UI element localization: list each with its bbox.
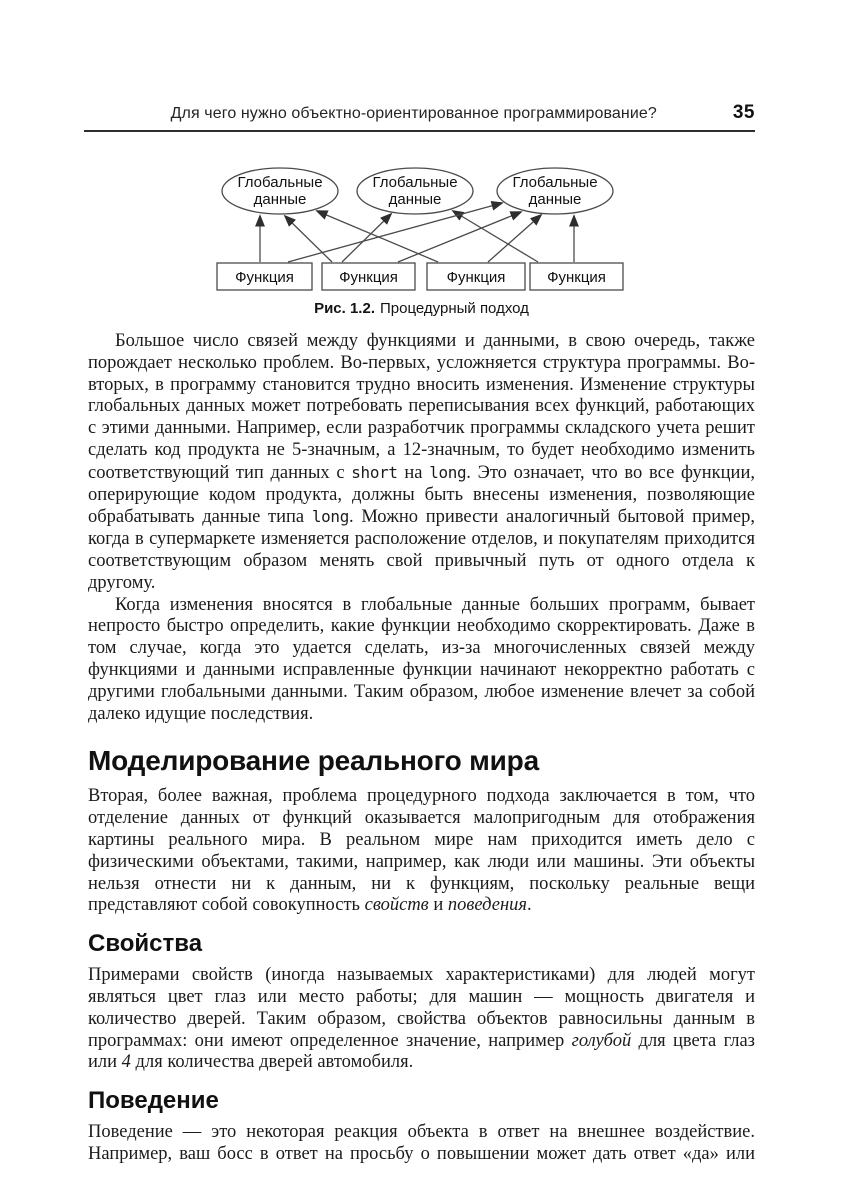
paragraph-global-changes: Когда изменения вносятся в глобальные данные больших программ, бывает непросто быстро определить, какие функции необходимо скорректировать. Даже в том случае, когда это удается сделать, из-за многочисленных связей между функциями и данными исправленные функции начинают некорректно работать с другими глобальными данными. Таким образом, любое изменение влечет за собой далеко идущие последствия. bbox=[88, 594, 755, 724]
global-data-label: Глобальные bbox=[237, 174, 323, 191]
paragraph-modeling: Вторая, более важная, проблема процедурного подхода заключается в том, что отделение данных от функций оказывается малопригодным для отображения картины реального мира. В реальном мире нам приходится иметь дело с физическими объектами, такими, например, как люди или машины. Эти объекты нельзя отнести ни к данным, ни к функциям, поскольку реальные вещи представляют собой совокупность свойств и поведения. bbox=[88, 786, 755, 916]
global-data-label: Глобальные bbox=[372, 174, 458, 191]
function-label: Функция bbox=[339, 269, 398, 286]
paragraph-links-problems: Большое число связей между функциями и данными, в свою очередь, также порождает несколько проблем. Во-первых, усложняется структура программы. Во-вторых, в программу становится трудно вносить изменения. Изменение структуры глобальных данных может потребовать переписывания всех функций, работающих с этими данными. Например, если разработчик программы складского учета решит сделать код продукта не 5-значным, а 12-значным, то будет необходимо изменить соответствующий тип данных с short на long. Это означает, что во все функции, оперирующие кодом продукта, должны быть внесены изменения, позволяющие обрабатывать данные типа long. Можно привести аналогичный бытовой пример, когда в супермаркете изменяется расположение отделов, и покупателям приходится соответствующим образом менять свой привычный путь от одного отдела к другому. bbox=[88, 331, 755, 593]
global-data-label: данные bbox=[528, 191, 582, 208]
function-label: Функция bbox=[547, 269, 606, 286]
running-head-title: Для чего нужно объектно-ориентированное программирование? bbox=[170, 105, 657, 122]
paragraph-properties: Примерами свойств (иногда называемых характеристиками) для людей могут являться цвет глаз или место работы; для машин — мощность двигателя и количество дверей. Таким образом, свойства объектов равносильны данным в программах: они имеют определенное значение, например голубой для цвета глаз или 4 для количества дверей автомобиля. bbox=[88, 965, 755, 1073]
page-header bbox=[84, 102, 755, 132]
paragraph-behavior: Поведение — это некоторая реакция объекта в ответ на внешнее воздействие. Например, ваш босс в ответ на просьбу о повышении может дать ответ «да» или bbox=[88, 1122, 755, 1164]
figure-caption-text: Процедурный подход bbox=[380, 300, 529, 317]
figure-1-2 bbox=[88, 155, 755, 317]
global-data-label: данные bbox=[388, 191, 442, 208]
subheading-behavior: Поведение bbox=[88, 1087, 219, 1115]
global-data-label: данные bbox=[253, 191, 307, 208]
procedural-approach-diagram bbox=[170, 155, 660, 291]
figure-caption-label: Рис. 1.2. bbox=[314, 300, 375, 317]
page-number: 35 bbox=[732, 102, 755, 123]
function-label: Функция bbox=[235, 269, 294, 286]
global-data-label: Глобальные bbox=[512, 174, 598, 191]
function-label: Функция bbox=[446, 269, 506, 286]
section-heading-modeling: Моделирование реального мира bbox=[88, 745, 539, 777]
page-content bbox=[88, 331, 755, 1166]
figure-caption bbox=[88, 300, 755, 317]
subheading-properties: Свойства bbox=[88, 930, 203, 958]
